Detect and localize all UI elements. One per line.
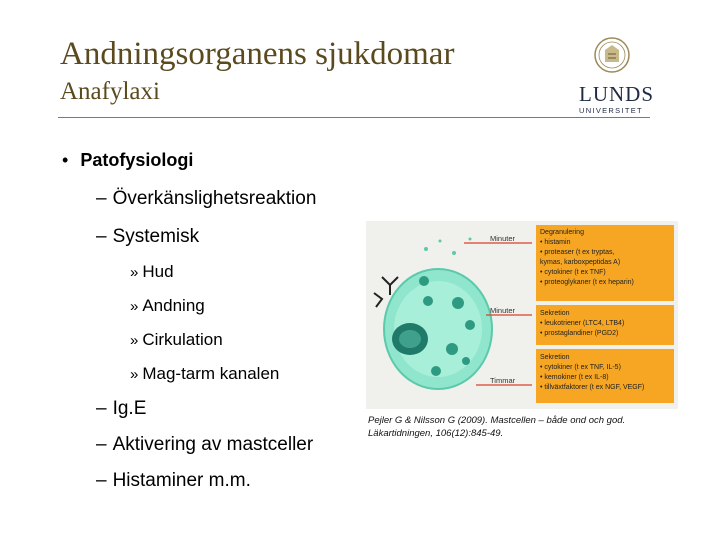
mast-cell-figure: [366, 221, 678, 409]
released-dot: [469, 238, 472, 241]
granule: [419, 276, 429, 286]
slide-subtitle: Anafylaxi: [60, 78, 160, 105]
bullet-histaminer: – Histaminer m.m.: [96, 470, 251, 491]
title-divider: [58, 117, 650, 118]
time-label-2: Minuter: [490, 306, 516, 315]
logo-subtext: UNIVERSITET: [579, 106, 643, 115]
figure-citation: Pejler G & Nilsson G (2009). Mastcellen – både ond och god. Läkartidningen, 106(12):845-49.: [368, 415, 626, 439]
granule: [423, 296, 433, 306]
nucleus-core: [399, 330, 421, 348]
released-dot: [424, 247, 428, 251]
box2-text: Sekretion • leukotriener (LTC4, LTB4) • prostaglandiner (PGD2): [540, 310, 625, 337]
bullet-systemisk: – Systemisk: [96, 226, 200, 247]
released-dot: [439, 240, 442, 243]
box1-text: Degranulering • histamin • proteaser (t ex tryptas, kymas, karboxpeptidas A) • cytokiner (t ex TNF) • proteoglykaner (t ex heparin): [540, 229, 634, 286]
released-dot: [452, 251, 456, 255]
university-seal-icon: [594, 34, 630, 76]
slide-title: Andningsorganens sjukdomar: [60, 36, 455, 72]
granule: [462, 357, 470, 365]
bullet-mag-tarm: » Mag-tarm kanalen: [130, 364, 280, 383]
lund-university-logo: [574, 34, 655, 116]
box3-text: Sekretion • cytokiner (t ex TNF, IL-5) • kemokiner (t ex IL-8) • tillväxtfaktorer (t ex NGF, VEGF): [540, 354, 645, 391]
granule: [446, 343, 458, 355]
bullet-hud: » Hud: [130, 262, 174, 281]
bullet-patofysiologi: • Patofysiologi: [62, 150, 194, 170]
granule: [465, 320, 475, 330]
granule: [431, 366, 441, 376]
bullet-andning: » Andning: [130, 296, 205, 315]
bullet-aktivering: – Aktivering av mastceller: [96, 434, 314, 455]
bullet-overkanslighetsreaktion: – Överkänslighetsreaktion: [96, 188, 317, 209]
antibody-icon: [374, 293, 382, 307]
bullet-cirkulation: » Cirkulation: [130, 330, 223, 349]
bullet-ige: – Ig.E: [96, 398, 147, 419]
logo-wordmark: LUNDS: [579, 82, 655, 106]
granule: [452, 297, 464, 309]
time-label-1: Minuter: [490, 234, 516, 243]
time-label-3: Timmar: [490, 376, 516, 385]
